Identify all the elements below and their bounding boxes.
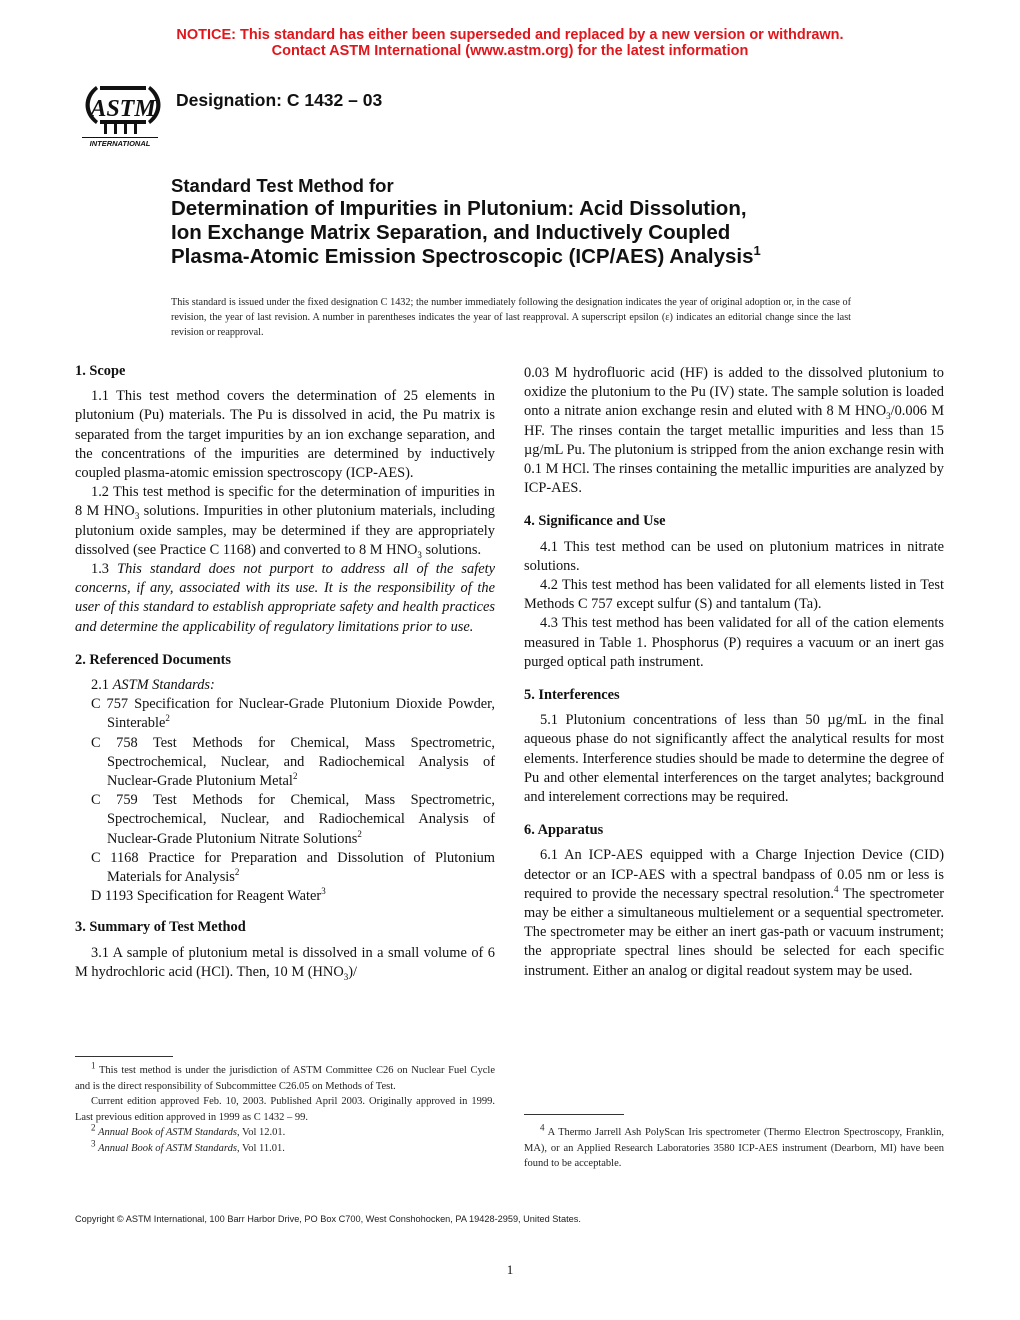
title-line-3: Plasma-Atomic Emission Spectroscopic (ICP/AES) Analysis [171, 245, 754, 268]
section-heading-significance: 4. Significance and Use [524, 513, 666, 530]
notice-banner [0, 27, 1020, 59]
para-1-3: 1.3 This standard does not purport to address all of the safety concerns, if any, associated with its use. It is the responsibility of the user of this standard to establish appropriate safety and health practices and determine the applicability of regulatory limitations prior to use. [75, 561, 495, 635]
para-3-1-cont: 0.03 M hydrofluoric acid (HF) is added to the dissolved plutonium to oxidize the plutonium to the Pu (IV) state. The sample solution is loaded onto a nitrate anion exchange resin and eluted with 8 M $HNO_3/0.006$ M HF. The rinses contain the target metallic impurities and less than 15 µg/mL Pu. The plutonium is stripped from the anion exchange resin with 0.1 M HCl. The rinses containing the metallic impurities are analyzed by ICP-AES. [524, 365, 944, 497]
copyright-line: Copyright © ASTM International, 100 Barr Harbor Drive, PO Box C700, West Conshohocken, PA 19428-2959, United States. [75, 1214, 581, 1224]
section-heading-interferences: 5. Interferences [524, 687, 620, 704]
title-prefix: Standard Test Method for [171, 175, 394, 196]
logo-label: INTERNATIONAL [89, 139, 151, 148]
ref-d1193: D 1193 Specification for Reagent Water$^3$ [91, 886, 326, 905]
title-footnote-mark: 1 [753, 243, 761, 259]
page-number: 1 [506, 1262, 514, 1277]
title-line-1: Determination of Impurities in Plutonium: Acid Dissolution, [171, 197, 747, 220]
notice-line-2: Contact ASTM International (www.astm.org) for the latest information [271, 43, 749, 59]
ref-c758: C 758 Test Methods for Chemical, Mass Spectrometric, Spectrochemical, Nuclear, and Radiochemical Analysis of Nuclear-Grade Plutonium Metal$^2$ [91, 734, 495, 790]
footnotes-right [524, 1122, 944, 1172]
designation: Designation: C 1432 – 03 [176, 90, 383, 110]
footnote-rule-left [75, 1056, 173, 1057]
footnote-rule-right [524, 1114, 624, 1115]
document-title [171, 175, 891, 269]
title-line-2: Ion Exchange Matrix Separation, and Inductively Coupled [171, 221, 731, 244]
footnote-4: $^4$ A Thermo Jarrell Ash PolyScan Iris spectrometer (Thermo Electron Spectroscopy, Franklin, MA), or an Applied Research Laboratories 3580 ICP-AES instrument (Dearborn, MI) have been found to be acceptable. [524, 1122, 944, 1169]
left-column [75, 362, 495, 982]
para-3-1-start: 3.1 A sample of plutonium metal is dissolved in a small volume of 6 M hydrochloric acid (HCl). Then, 10 M $(HNO_3)/$ [75, 944, 495, 982]
para-1-2: 1.2 This test method is specific for the determination of impurities in 8 M $HNO_3$ solutions. Impurities in other plutonium materials, including plutonium oxide samples, may be determined if they are appropriately dissolved (see Practice C 1168) and converted to 8 M $HNO_3$ solutions. [75, 484, 495, 560]
ref-c757: C 757 Specification for Nuclear-Grade Plutonium Dioxide Powder, Sinterable$^2$ [91, 696, 495, 732]
issue-note: This standard is issued under the fixed designation C 1432; the number immediately following the designation indicates the year of original adoption or, in the case of revision, the year of last revision. A number in parentheses indicates the year of last reapproval. A superscript epsilon (ε) indicates an editorial change since the last revision or reapproval. [171, 297, 851, 338]
para-6-1: 6.1 An ICP-AES equipped with a Charge Injection Device (CID) detector or an ICP-AES with a spectral bandpass of 0.05 nm or less is required to provide the necessary spectral resolution.$^4$ The spectrometer may be either a simultaneous multielement or a sequential spectrometer. The spectrometer may be either an inert gas-path or vacuum instrument; the appropriate spectral lines should be selected for each specific instrument. Either an analog or digital readout system may be used. [524, 847, 945, 979]
section-heading-referenced: 2. Referenced Documents [75, 651, 231, 668]
para-2-1: 2.1 ASTM Standards: [91, 677, 215, 694]
para-4-1: 4.1 This test method can be used on plutonium matrices in nitrate solutions. [524, 538, 944, 574]
footnote-3: $^3$ Annual Book of ASTM Standards, Vol 11.01. [91, 1138, 285, 1154]
footnote-2: $^2$ Annual Book of ASTM Standards, Vol 12.01. [91, 1122, 286, 1138]
ref-c759: C 759 Test Methods for Chemical, Mass Spectrometric, Spectrochemical, Nuclear, and Radiochemical Analysis of Nuclear-Grade Plutonium Nitrate Solutions$^2$ [91, 792, 495, 847]
para-5-1: 5.1 Plutonium concentrations of less than 50 µg/mL in the final aqueous phase do not significantly affect the analytical results for most elements. Interference studies should be made to determine the degree of Pu and other elemental interferences on the target analytes; background and interelement corrections may be required. [524, 712, 944, 806]
section-heading-scope: 1. Scope [75, 363, 126, 379]
para-1-1: 1.1 This test method covers the determination of 25 elements in plutonium (Pu) materials. The Pu is dissolved in acid, the Pu matrix is separated from the target impurities by an ion exchange separation, and the concentrations of the impurities are determined by inductively coupled plasma-atomic emission spectroscopy (ICP-AES). [75, 388, 495, 482]
logo-letters: ASTM [90, 96, 156, 122]
para-4-2: 4.2 This test method has been validated for all elements listed in Test Methods C 757 except sulfur (S) and tantalum (Ta). [524, 577, 944, 613]
para-4-3: 4.3 This test method has been validated for all of the cation elements measured in Table 1. Phosphorus (P) requires a vacuum or an inert gas purged optical path instrument. [524, 615, 944, 670]
ref-c1168: C 1168 Practice for Preparation and Dissolution of Plutonium Materials for Analysis$^2$ [91, 849, 495, 886]
footnote-1-edition: Current edition approved Feb. 10, 2003. Published April 2003. Originally approved in 1999. Last previous edition approved in 1999 as C 1432 – 99. [75, 1096, 495, 1123]
footnote-1: $^1$ This test method is under the jurisdiction of ASTM Committee C26 on Nuclear Fuel Cycle and is the direct responsibility of Subcommittee C26.05 on Methods of Test. [75, 1060, 496, 1092]
section-heading-summary: 3. Summary of Test Method [75, 919, 246, 936]
notice-line-1: NOTICE: This standard has either been superseded and replaced by a new version or withdrawn. [176, 27, 844, 43]
right-column [524, 364, 944, 981]
footnotes-left [75, 1060, 496, 1156]
astm-logo [76, 80, 162, 150]
section-heading-apparatus: 6. Apparatus [524, 822, 604, 839]
